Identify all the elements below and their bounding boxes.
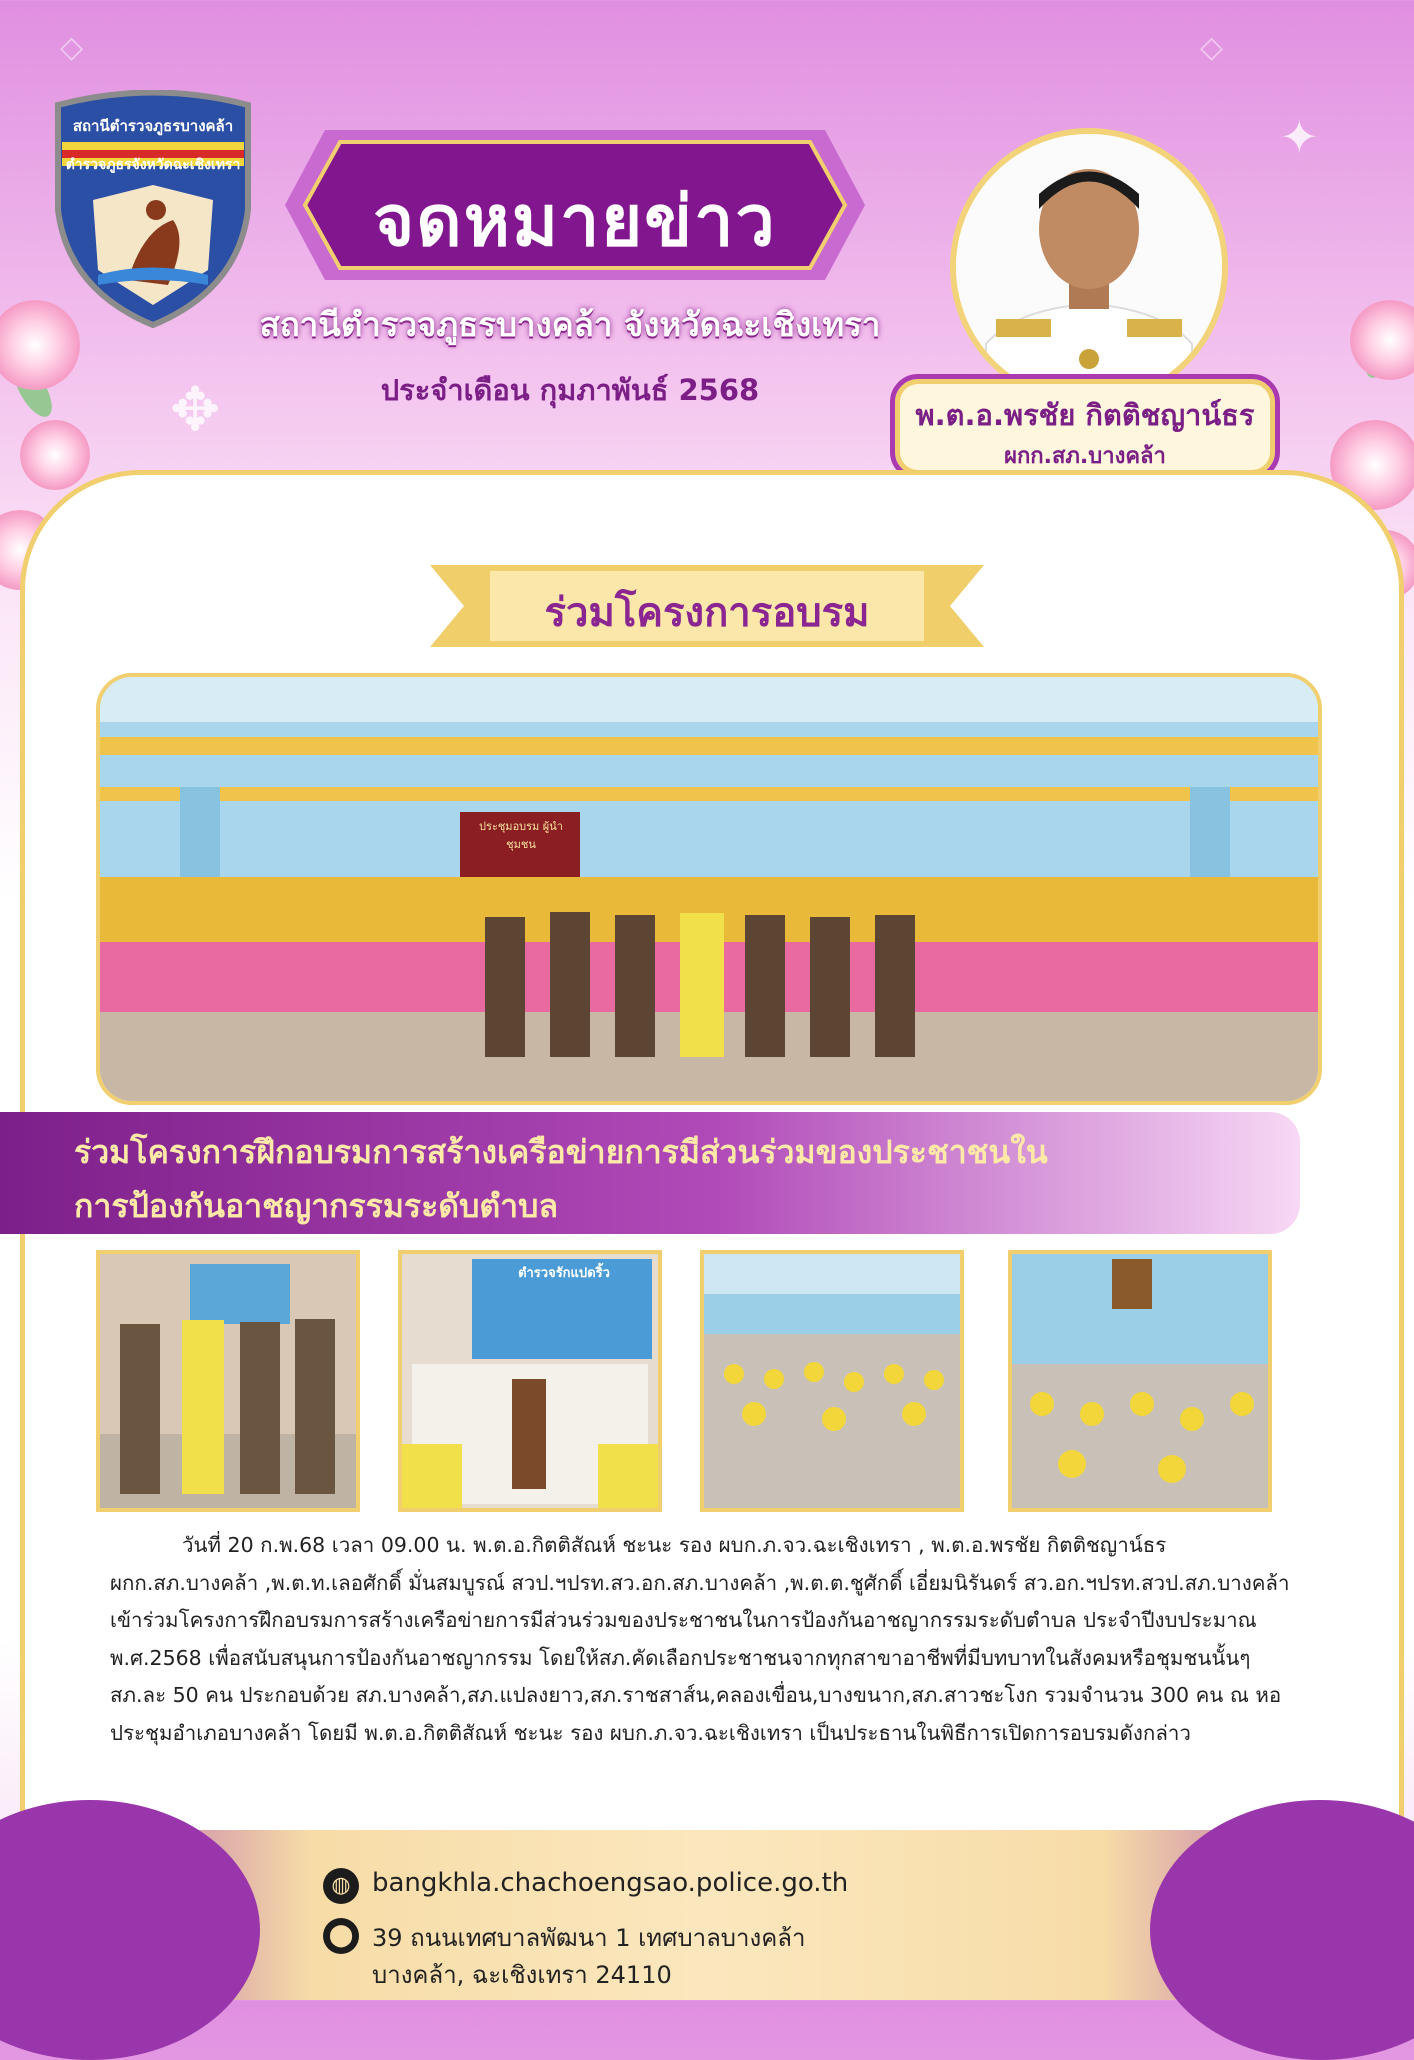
footer-address-line-2: บางคล้า, ฉะเชิงเทรา 24110 — [372, 1961, 672, 1989]
station-name: สถานีตำรวจภูธรบางคล้า จังหวัดฉะเชิงเทรา — [259, 305, 881, 344]
logo-ring-text-bottom: ตำรวจภูธรจังหวัดฉะเชิงเทรา — [65, 157, 241, 173]
month-line: ประจำเดือน กุมภาพันธ์ 2568 — [380, 373, 760, 407]
globe-icon: ◍ — [323, 1868, 359, 1904]
event-photo-3 — [700, 1250, 964, 1512]
logo-ring-text-top: สถานีตำรวจภูธรบางคล้า — [72, 117, 234, 135]
page-title: จดหมายข่าว — [373, 180, 777, 262]
stage-banner-text: ประชุมอบรม ผู้นำชุมชน — [479, 820, 563, 851]
headline-line-1: ร่วมโครงการฝึกอบรมการสร้างเครือข่ายการมีส่วนร่วมของประชาชนใน — [74, 1133, 1048, 1171]
headline — [74, 1125, 1274, 1233]
officer-portrait — [950, 128, 1228, 406]
footer-website-link[interactable]: bangkhla.chachoengsao.police.go.th — [372, 1868, 849, 1898]
article-body: วันที่ 20 ก.พ.68 เวลา 09.00 น. พ.ต.อ.กิตติสัณห์ ชะนะ รอง ผบก.ภ.จว.ฉะเชิงเทรา , พ.ต.อ.พรชัย กิตติชญาน์ธร ผกก.สภ.บางคล้า ,พ.ต.ท.เลอศักดิ์ มั่นสมบูรณ์ สวป.ฯปรท.สว.อก.สภ.บางคล้า ,พ.ต.ต.ชูศักดิ์ เอี่ยมนิรันดร์ สว.อก.ฯปรท.สวป.สภ.บางคล้า เข้าร่วมโครงการฝึกอบรมการสร้างเครือข่ายการมีส่วนร่วมของประชาชนในการป้องกันอาชญากรรมระดับตำบล ประจำปีงบประมาณ พ.ศ.2568 เพื่อสนับสนุนการป้องกันอาชญากรรม โดยให้สภ.คัดเลือกประชาชนจากทุกสาขาอาชีพที่มีบทบาทในสังคมหรือชุมชนนั้นๆ สภ.ละ 50 คน ประกอบด้วย สภ.บางคล้า,สภ.แปลงยาว,สภ.ราชสาส์น,คลองเขื่อน,บางขนาก,สภ.สาวชะโงก รวมจำนวน 300 คน ณ หอประชุมอำเภอบางคล้า โดยมี พ.ต.อ.กิตติสัณห์ ชะนะ รอง ผบก.ภ.จว.ฉะเชิงเทรา เป็นประธานในพิธีการเปิดการอบรมดังกล่าว — [110, 1533, 1290, 1745]
event-photo-4 — [1008, 1250, 1272, 1512]
headline-line-2: การป้องกันอาชญากรรมระดับตำบล — [74, 1187, 559, 1225]
sparkle-decoration: ✦ — [1280, 110, 1319, 164]
flower-decoration — [1350, 300, 1414, 380]
sparkle-decoration: ◇ — [60, 30, 84, 65]
sparkle-decoration: ◇ — [1200, 30, 1224, 65]
officer-title: ผกก.สภ.บางคล้า — [1004, 444, 1166, 469]
location-pin-icon: ⬤ — [323, 1918, 359, 1954]
officer-name: พ.ต.อ.พรชัย กิตติชญาน์ธร — [915, 398, 1255, 432]
footer-address-line-1: 39 ถนนเทศบาลพัฒนา 1 เทศบาลบางคล้า — [372, 1924, 806, 1952]
flower-decoration — [20, 420, 90, 490]
section-title: ร่วมโครงการอบรม — [544, 590, 870, 636]
event-photo-1 — [96, 1250, 360, 1512]
event-photo-2 — [398, 1250, 662, 1512]
sparkle-decoration: ✥ — [170, 375, 221, 445]
screen-text: ตำรวจรักแปดริ้ว — [518, 1266, 610, 1281]
main-event-photo — [96, 673, 1322, 1105]
